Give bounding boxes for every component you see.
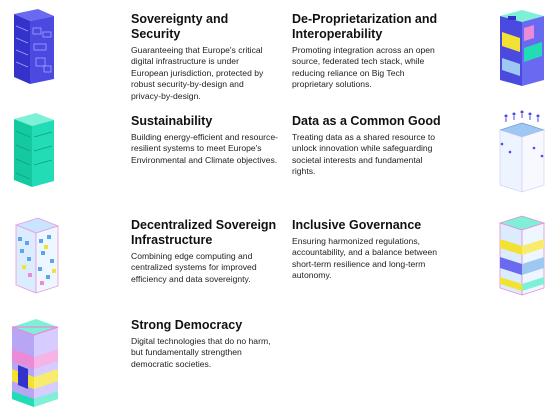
principle-inclusive-governance (292, 218, 442, 282)
principle-strong-democracy (131, 318, 281, 370)
teal-tower-icon (6, 111, 62, 191)
principle-description: Promoting integration across an open source, federated tech stack, while reducing reliance on Big Tech proprietary solutions. (292, 45, 435, 90)
principle-title: Sovereignty and Security (131, 12, 229, 41)
blue-green-modular-tower-icon (494, 8, 550, 90)
colorful-layered-tower-icon (6, 317, 66, 413)
blue-server-tower-icon (4, 8, 62, 86)
principle-title: Strong Democracy (131, 318, 243, 332)
principle-sustainability (131, 114, 281, 166)
principle-description: Ensuring harmonized regulations, accountability, and a balance between short-term resilience and long-term autonomy. (292, 236, 438, 281)
principle-description: Digital technologies that do no harm, but fundamentally strengthen democratic societies. (131, 336, 271, 369)
principle-data-common-good (292, 114, 442, 178)
grid-tower-icon (8, 215, 64, 297)
principle-title: Decentralized Sovereign Infrastructure (131, 218, 277, 247)
principle-description: Building energy-efficient and resource-resilient systems to meet Europe's Environmental and Climate objectives. (131, 132, 278, 165)
principle-sovereignty-security (131, 12, 276, 102)
principle-de-proprietarization (292, 12, 442, 91)
principle-title: De-Proprietarization and Interoperability (292, 12, 438, 41)
people-on-tower-icon (494, 108, 552, 196)
principle-title: Sustainability (131, 114, 213, 128)
principle-description: Guaranteeing that Europe's critical digital infrastructure is under European jurisdiction, protected by robust security-by-design and privacy-by-design. (131, 45, 264, 101)
principle-title: Data as a Common Good (292, 114, 441, 128)
principle-description: Combining edge computing and centralized systems for improved efficiency and data sovereignty. (131, 251, 257, 284)
principle-title: Inclusive Governance (292, 218, 422, 232)
principle-decentralized-infrastructure (131, 218, 281, 285)
stacked-layers-tower-icon (494, 213, 552, 299)
principle-description: Treating data as a shared resource to unlock innovation while safeguarding societal interests and fundamental rights. (292, 132, 435, 177)
